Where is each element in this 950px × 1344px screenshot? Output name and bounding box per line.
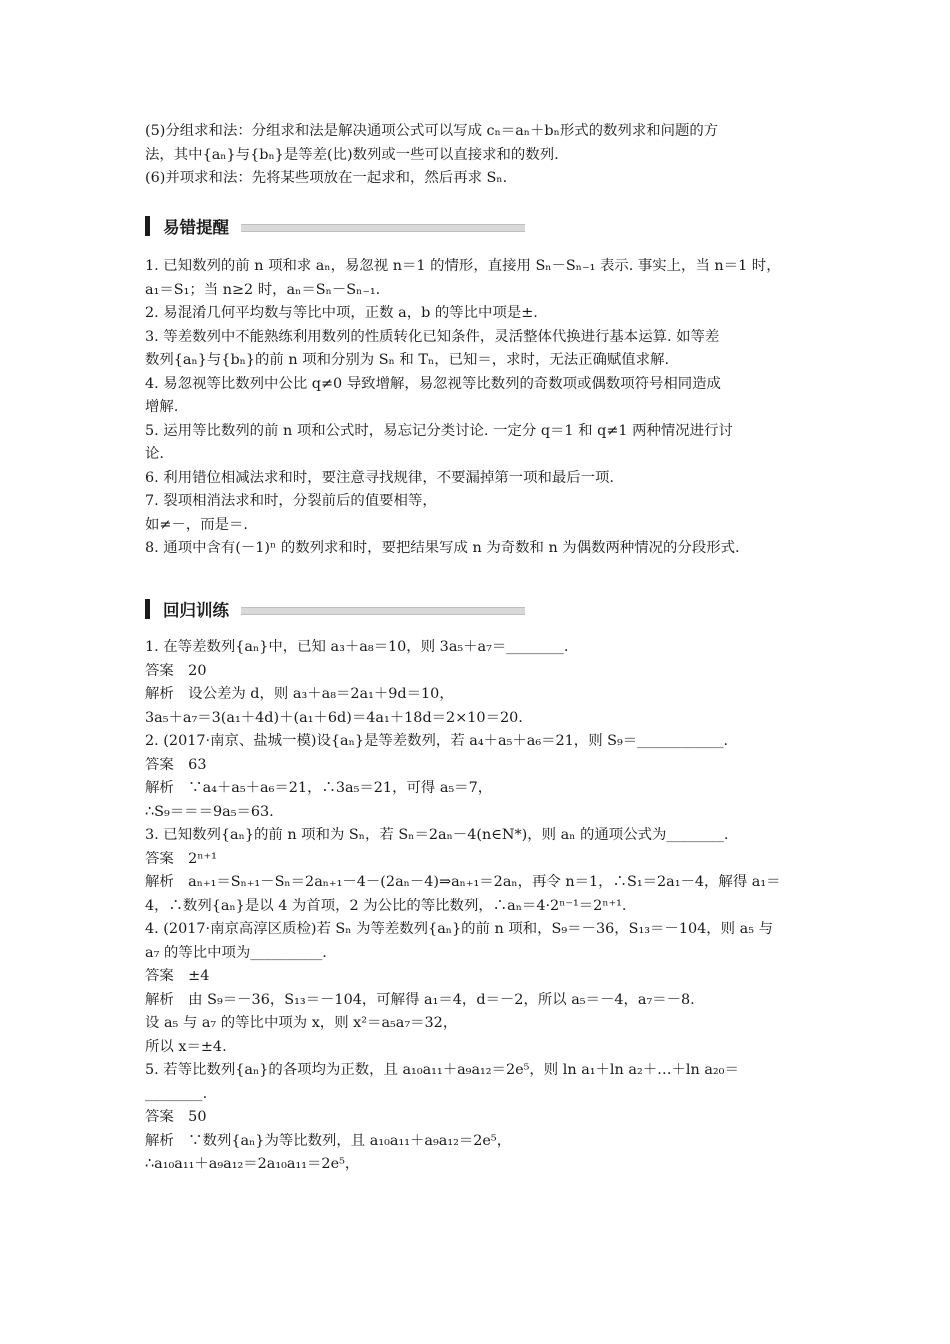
text-line: 8. 通项中含有(－1)ⁿ 的数列求和时，要把结果写成 n 为奇数和 n 为偶数两种情况的分段形式.: [145, 540, 740, 556]
text-line: 论.: [145, 446, 164, 462]
text-line: 2. 易混淆几何平均数与等比中项，正数 a，b 的等比中项是±.: [145, 305, 538, 321]
text-line: 5. 若等比数列{aₙ}的各项均为正数，且 a₁₀a₁₁＋a₉a₁₂＝2e⁵，则 ln a₁＋ln a₂＋…＋ln a₂₀＝: [145, 1062, 739, 1078]
text-line: 4，∴数列{aₙ}是以 4 为首项，2 为公比的等比数列，∴aₙ＝4·2ⁿ⁻¹＝2ⁿ⁺¹.: [145, 897, 627, 914]
section-title: 易错提醒: [163, 218, 229, 237]
text-line: a₁＝S₁；当 n≥2 时，aₙ＝Sₙ－Sₙ₋₁.: [145, 281, 381, 298]
text-line: 解析 aₙ₊₁＝Sₙ₊₁－Sₙ＝2aₙ₊₁－4－(2aₙ－4)⇒aₙ₊₁＝2aₙ，再令 n＝1，∴S₁＝2a₁－4，解得 a₁＝: [145, 874, 781, 890]
text-line: 所以 x＝±4.: [145, 1038, 227, 1055]
text-line: 答案 2ⁿ⁺¹: [145, 850, 217, 867]
text-line: 3. 等差数列中不能熟练利用数列的性质转化已知条件，灵活整体代换进行基本运算. 如等差: [145, 328, 720, 345]
text-line: 答案 20: [145, 662, 207, 679]
text-line: 增解.: [145, 399, 179, 415]
text-line: ∴S₉＝＝＝9a₅＝63.: [145, 803, 274, 820]
text-line: a₇ 的等比中项为__________.: [145, 944, 327, 961]
section-title: 回归训练: [163, 601, 229, 620]
heading-rule: [241, 224, 525, 232]
text-line: 1. 在等差数列{aₙ}中，已知 a₃＋a₈＝10，则 3a₅＋a₇＝________.: [145, 639, 569, 655]
text-line: 5. 运用等比数列的前 n 项和公式时，易忘记分类讨论. 一定分 q＝1 和 q≠1 两种情况进行讨: [145, 422, 733, 439]
training-list: [145, 636, 810, 1177]
text-line: 解析 由 S₉＝－36，S₁₃＝－104，可解得 a₁＝4，d＝－2，所以 a₅＝－4，a₇＝－8.: [145, 991, 695, 1008]
text-line: 设 a₅ 与 a₇ 的等比中项为 x，则 x²＝a₅a₇＝32，: [145, 1015, 458, 1031]
heading-bar: [145, 599, 150, 619]
text-line: 答案 63: [145, 756, 207, 773]
text-line: 3a₅＋a₇＝3(a₁＋4d)＋(a₁＋6d)＝4a₁＋18d＝2×10＝20.: [145, 709, 523, 726]
text-line: 4. (2017·南京高淳区质检)若 Sₙ 为等差数列{aₙ}的前 n 项和，S₉＝－36，S₁₃＝－104，则 a₅ 与: [145, 921, 773, 937]
text-line: 1. 已知数列的前 n 项和求 aₙ，易忽视 n＝1 的情形，直接用 Sₙ－Sₙ₋₁ 表示. 事实上，当 n＝1 时，: [145, 258, 781, 274]
text-line: (5)分组求和法：分组求和法是解决通项公式可以写成 cₙ＝aₙ＋bₙ形式的数列求和问题的方: [145, 123, 719, 139]
text-line: 法，其中{aₙ}与{bₙ}是等差(比)数列或一些可以直接求和的数列.: [145, 146, 559, 163]
text-line: 如≠－，而是＝.: [145, 516, 248, 533]
text-line: 7. 裂项相消法求和时，分裂前后的值要相等，: [145, 493, 437, 509]
text-line: ________.: [145, 1085, 208, 1102]
section-heading-training: [145, 596, 525, 622]
text-line: 解析 设公差为 d，则 a₃＋a₈＝2a₁＋9d＝10，: [145, 686, 454, 702]
text-line: 解析 ∵数列{aₙ}为等比数列，且 a₁₀a₁₁＋a₉a₁₂＝2e⁵，: [145, 1132, 512, 1149]
text-line: ∴a₁₀a₁₁＋a₉a₁₂＝2a₁₀a₁₁＝2e⁵，: [145, 1156, 360, 1172]
text-line: 6. 利用错位相减法求和时，要注意寻找规律，不要漏掉第一项和最后一项.: [145, 469, 614, 486]
text-line: 2. (2017·南京、盐城一模)设{aₙ}是等差数列，若 a₄＋a₅＋a₆＝21，则 S₉＝____________.: [145, 733, 729, 749]
text-line: 数列{aₙ}与{bₙ}的前 n 项和分别为 Sₙ 和 Tₙ，已知＝，求时，无法正确赋值求解.: [145, 352, 670, 368]
intro-paragraphs: [145, 120, 810, 191]
text-line: 解析 ∵a₄＋a₅＋a₆＝21，∴3a₅＝21，可得 a₅＝7，: [145, 780, 493, 796]
errors-list: [145, 255, 810, 561]
text-line: 答案 ±4: [145, 968, 210, 984]
text-line: 答案 50: [145, 1109, 207, 1125]
text-line: (6)并项求和法：先将某些项放在一起求和，然后再求 Sₙ.: [145, 170, 508, 186]
heading-rule: [241, 607, 525, 615]
section-heading-errors: [145, 213, 525, 239]
text-line: 3. 已知数列{aₙ}的前 n 项和为 Sₙ，若 Sₙ＝2aₙ－4(n∈N*)，则 aₙ 的通项公式为________.: [145, 827, 729, 843]
text-line: 4. 易忽视等比数列中公比 q≠0 导致增解，易忽视等比数列的奇数项或偶数项符号相同造成: [145, 375, 721, 392]
heading-bar: [145, 216, 150, 236]
